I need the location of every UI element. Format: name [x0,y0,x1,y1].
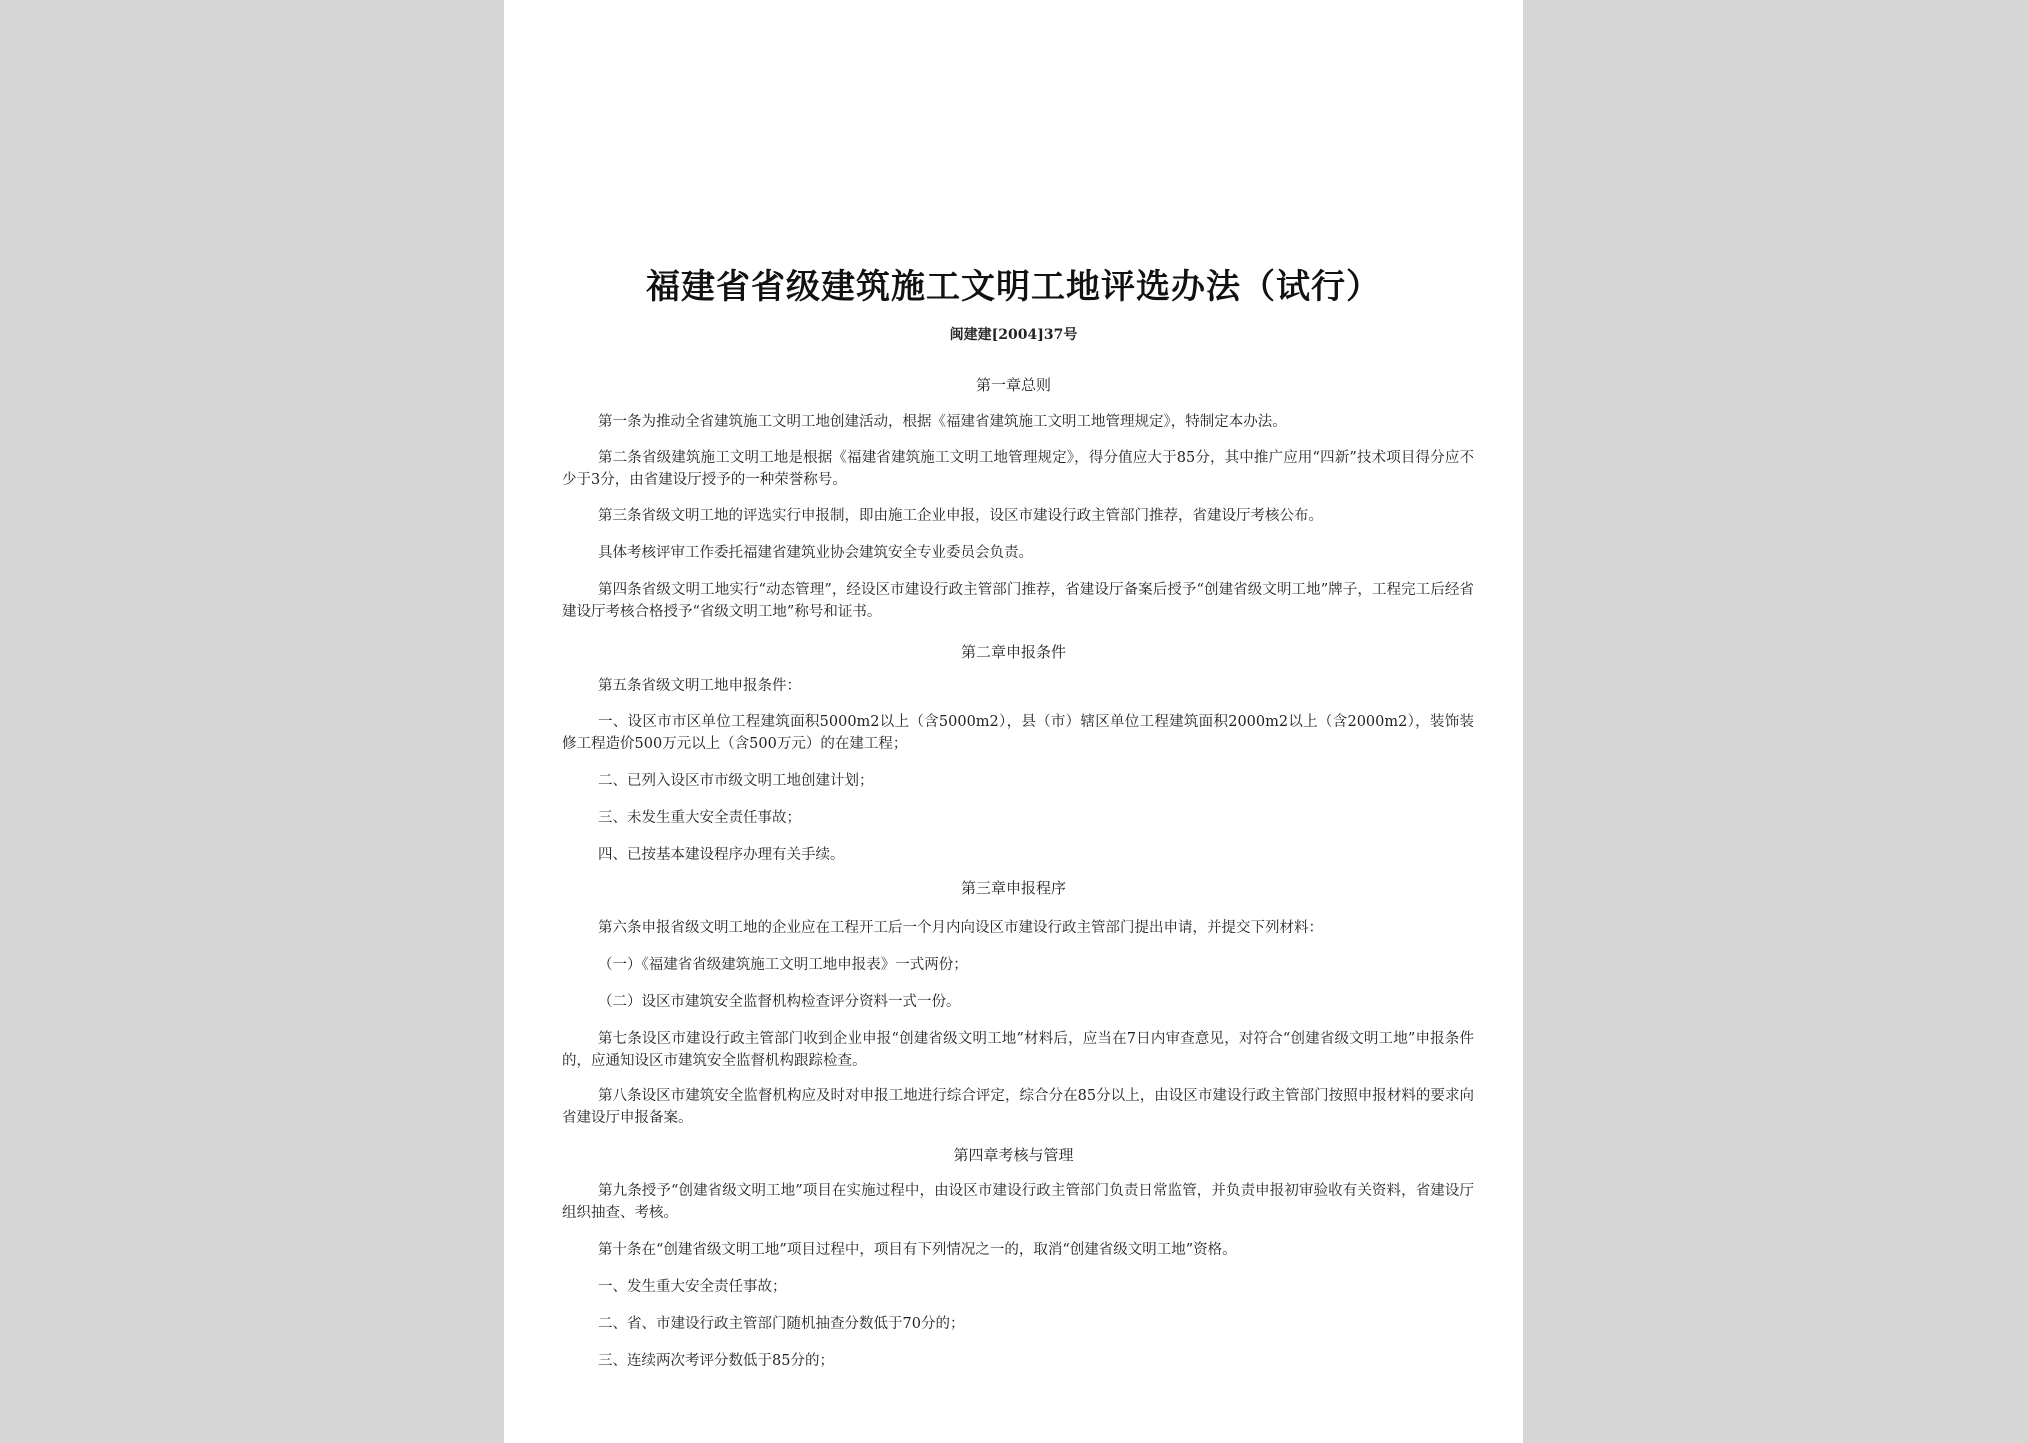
paragraph: 四、已按基本建设程序办理有关手续。 [598,847,845,863]
document-page [504,0,1523,1443]
chapter-heading: 第二章申报条件 [960,643,1066,661]
paragraph: （二）设区市建筑安全监督机构检查评分资料一式一份。 [598,994,961,1010]
paragraph: 第八条设区市建筑安全监督机构应及时对申报工地进行综合评定，综合分在85分以上，由设区市建设行政主管部门按照申报材料的要求向省建设厅申报备案。 [562,1088,1474,1126]
document-title: 福建省省级建筑施工文明工地评选办法（试行） [646,267,1381,307]
paragraph: 二、已列入设区市市级文明工地创建计划； [598,773,874,789]
paragraph: 一、发生重大安全责任事故； [598,1279,787,1295]
paragraph: 具体考核评审工作委托福建省建筑业协会建筑安全专业委员会负责。 [598,545,1033,561]
paragraph: 第九条授予“创建省级文明工地”项目在实施过程中，由设区市建设行政主管部门负责日常监管，并负责申报初审验收有关资料，省建设厅组织抽查、考核。 [562,1183,1474,1221]
paragraph: 第七条设区市建设行政主管部门收到企业申报“创建省级文明工地”材料后，应当在7日内审查意见，对符合“创建省级文明工地”申报条件的，应通知设区市建筑安全监督机构跟踪检查。 [562,1031,1474,1069]
paragraph: 二、省、市建设行政主管部门随机抽查分数低于70分的； [598,1316,965,1332]
paragraph: 第十条在“创建省级文明工地”项目过程中，项目有下列情况之一的，取消“创建省级文明工地”资格。 [598,1242,1237,1258]
paragraph: 第一条为推动全省建筑施工文明工地创建活动，根据《福建省建筑施工文明工地管理规定》，特制定本办法。 [598,414,1287,430]
paragraph: 三、未发生重大安全责任事故； [598,810,801,826]
paragraph: 三、连续两次考评分数低于85分的； [598,1353,834,1369]
paragraph: 第五条省级文明工地申报条件： [598,678,801,694]
chapter-heading: 第四章考核与管理 [953,1146,1074,1164]
paragraph: 第三条省级文明工地的评选实行申报制，即由施工企业申报，设区市建设行政主管部门推荐，省建设厅考核公布。 [598,508,1323,524]
document-number: 闽建建[2004]37号 [949,327,1078,343]
paragraph: 第二条省级建筑施工文明工地是根据《福建省建筑施工文明工地管理规定》，得分值应大于85分，其中推广应用“四新”技术项目得分应不少于3分，由省建设厅授予的一种荣誉称号。 [562,450,1474,488]
chapter-heading: 第三章申报程序 [960,879,1066,897]
paragraph: （一）《福建省省级建筑施工文明工地申报表》一式两份； [598,957,968,973]
chapter-heading: 第一章总则 [975,376,1051,394]
paragraph: 第六条申报省级文明工地的企业应在工程开工后一个月内向设区市建设行政主管部门提出申请，并提交下列材料： [598,920,1323,936]
paragraph: 一、设区市市区单位工程建筑面积5000m2以上（含5000m2），县（市）辖区单位工程建筑面积2000m2以上（含2000m2），装饰装修工程造价500万元以上（含500万元）的在建工程； [562,714,1474,752]
paragraph: 第四条省级文明工地实行“动态管理”，经设区市建设行政主管部门推荐，省建设厅备案后授予“创建省级文明工地”牌子，工程完工后经省建设厅考核合格授予“省级文明工地”称号和证书。 [562,582,1474,620]
